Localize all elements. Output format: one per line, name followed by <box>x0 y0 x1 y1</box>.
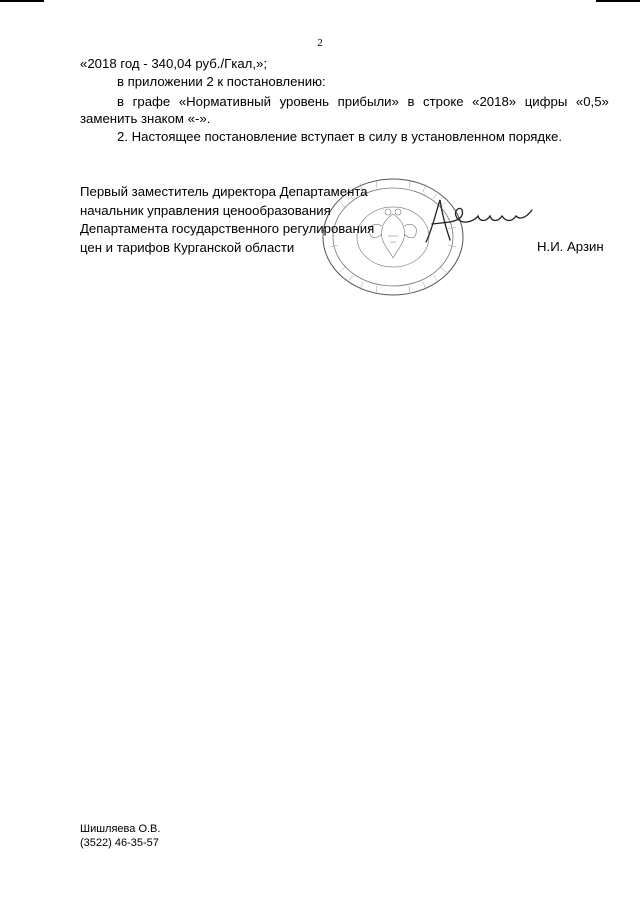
signatory-position-line: цен и тарифов Курганской области <box>80 239 295 255</box>
word: в <box>407 94 415 109</box>
word: «2018» <box>472 94 517 109</box>
executor-phone: (3522) 46-35-57 <box>80 837 159 849</box>
body-line-justified <box>117 93 609 110</box>
page-number: 2 <box>317 37 323 49</box>
word: в <box>117 94 125 109</box>
word: графе <box>132 94 171 109</box>
word: «Нормативный <box>178 94 271 109</box>
body-line-effective: 2. Настоящее постановление вступает в силу в установленном порядке. <box>117 129 563 144</box>
word: прибыли» <box>337 94 399 109</box>
word: цифры <box>524 94 568 109</box>
executor-name: Шишляева О.В. <box>80 823 161 835</box>
scan-corner-mark <box>596 0 640 2</box>
word: уровень <box>279 94 330 109</box>
body-line-appendix: в приложении 2 к постановлению: <box>117 74 326 89</box>
body-line-replace: заменить знаком «-». <box>80 111 211 126</box>
word: «0,5» <box>575 94 609 109</box>
signature-block <box>80 183 610 257</box>
executor-contact <box>80 822 160 850</box>
signatory-position-line: начальник управления ценообразования <box>80 202 331 218</box>
signatory-position-line: Департамента государственного регулирования <box>80 221 375 236</box>
body-line-tariff: «2018 год - 340,04 руб./Гкал,»; <box>80 56 268 71</box>
scan-corner-mark <box>0 0 44 2</box>
signatory-name: Н.И. Арзин <box>537 239 604 254</box>
word: строке <box>423 94 464 109</box>
signatory-position-line: Первый заместитель директора Департамента <box>80 184 368 199</box>
